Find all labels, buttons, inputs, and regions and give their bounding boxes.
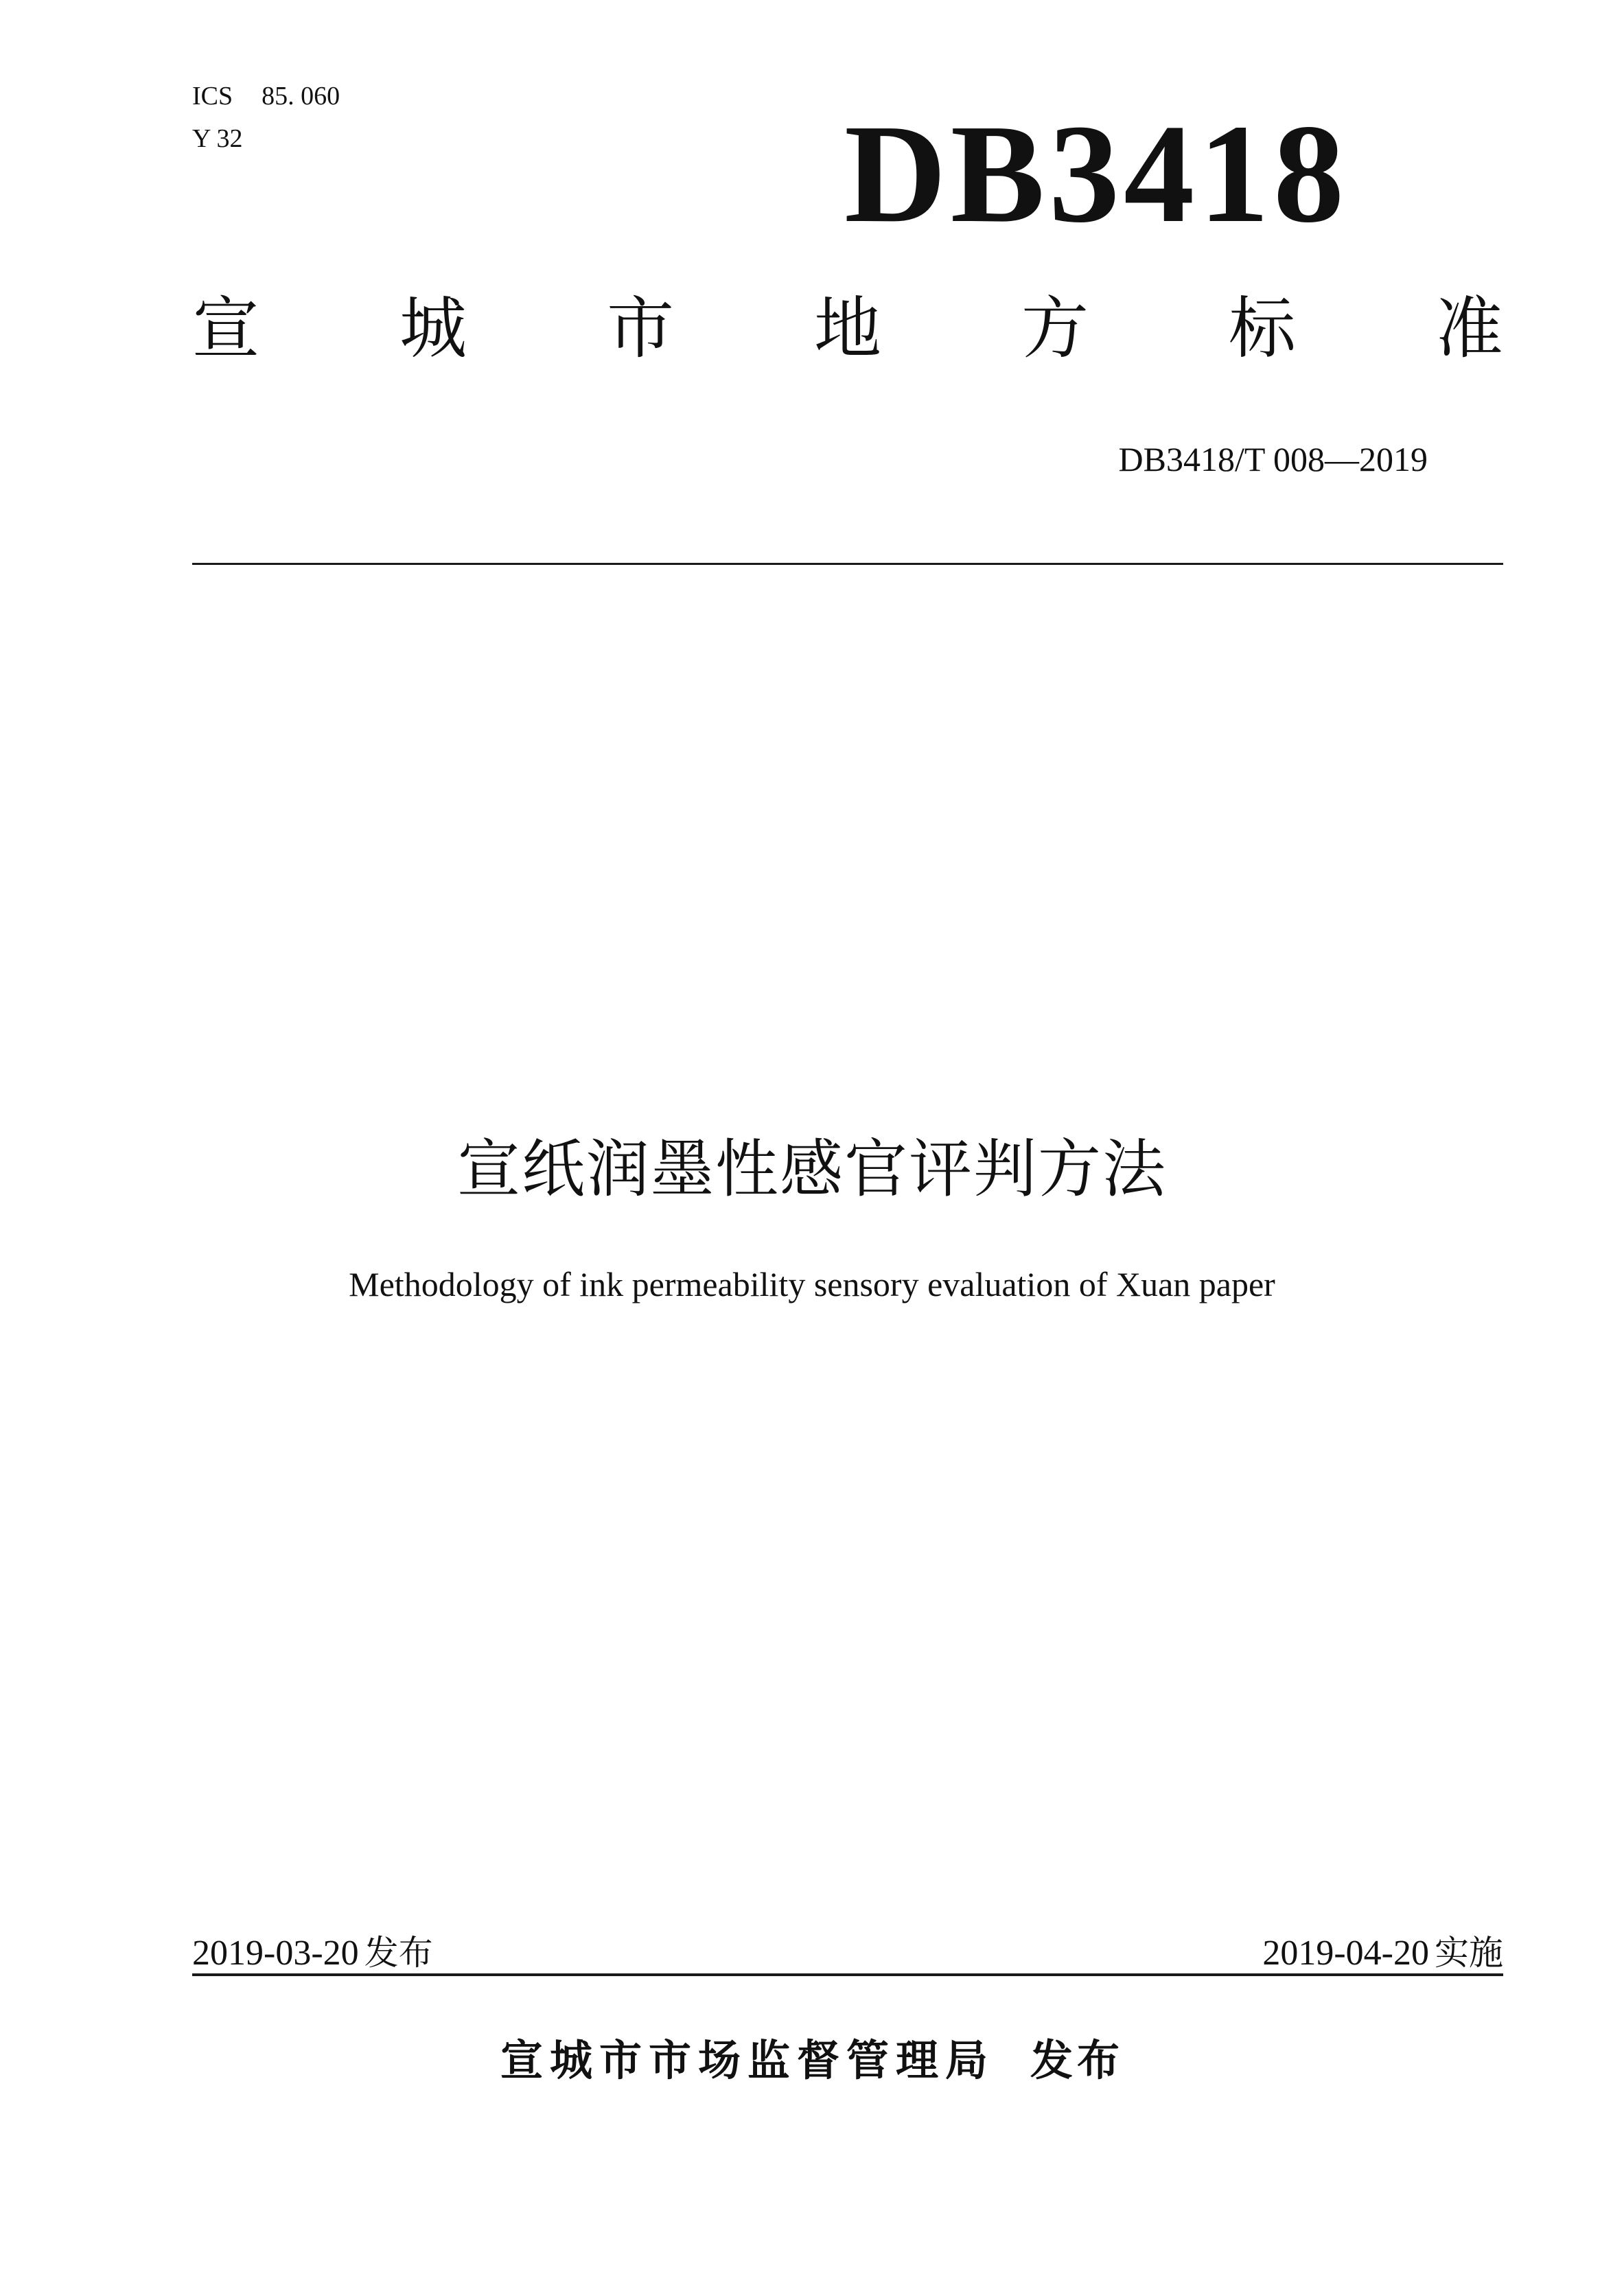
implementation-date: 2019-04-20: [1262, 1934, 1429, 1973]
standard-type-char: 标: [1228, 290, 1296, 368]
issuer-name: 宣城市市场监督管理局: [500, 2035, 995, 2085]
db-standard-code: DB3418: [844, 95, 1349, 252]
ics-number: 85. 060: [262, 82, 340, 111]
issue-label: 发布: [364, 1933, 433, 1973]
document-title-english: Methodology of ink permeability sensory evaluation of Xuan paper: [349, 1265, 1275, 1303]
implementation-label: 实施: [1435, 1933, 1503, 1973]
standard-type-char: 宣: [192, 290, 260, 368]
implementation-date-line: [1262, 1925, 1503, 1975]
ics-code: [192, 81, 340, 111]
standard-type-char: 方: [1021, 290, 1089, 368]
issuer-action: 发布: [1030, 2035, 1124, 2085]
standard-type-char: 准: [1435, 290, 1503, 368]
ics-label: ICS: [192, 82, 233, 111]
standard-type-char: 地: [813, 290, 881, 368]
header-divider: [192, 563, 1503, 565]
issue-date-line: [192, 1925, 433, 1975]
issue-date: 2019-03-20: [192, 1934, 359, 1973]
standard-type-char: 城: [399, 290, 467, 368]
footer-divider: [192, 1973, 1503, 1976]
issuing-authority: [0, 2026, 1624, 2087]
standard-number: DB3418/T 008—2019: [1118, 440, 1428, 478]
document-title-chinese: 宣纸润墨性感官评判方法: [456, 1133, 1167, 1206]
standard-type-heading: [192, 290, 1503, 368]
standard-type-char: 市: [606, 290, 674, 368]
classification-code: Y 32: [192, 124, 243, 153]
